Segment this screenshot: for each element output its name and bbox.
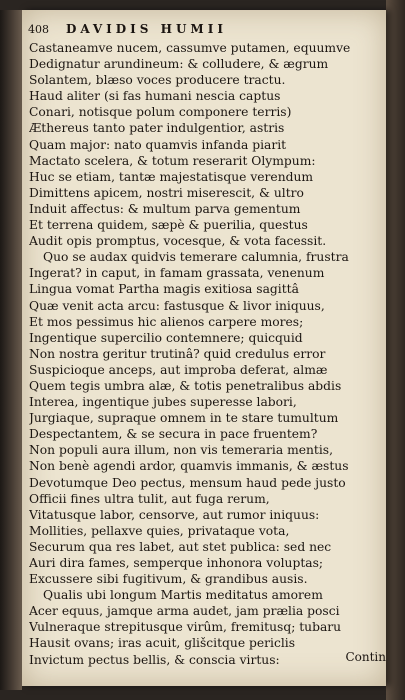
page-edge — [386, 0, 405, 700]
page-number: 408 — [28, 23, 49, 36]
text-line: Huc se etiam, tantæ majestatisque verendum — [29, 169, 314, 184]
text-line: Haud aliter (si fas humani nescia captus — [29, 89, 281, 104]
text-line: Interea, ingentique jubes superesse labori, — [29, 395, 297, 410]
text-line: Solantem, blæso voces producere tractu. — [29, 73, 286, 88]
text-line: Dedignatur arundineum: & colludere, & ægrum — [29, 57, 329, 72]
running-head — [28, 22, 382, 36]
text-line: Et mos pessimus hic alienos carpere mores; — [29, 314, 304, 329]
text-line: Qualis ubi longum Martis meditatus amorem — [43, 588, 323, 603]
text-line: Vulneraque strepitusque virûm, fremitusq; tubaru — [29, 620, 342, 635]
text-line: Audit opis promptus, vocesque, & vota facessit. — [29, 234, 327, 249]
text-line: Quam major: nato quamvis infanda piarit — [29, 137, 287, 152]
text-line: Non nostra geritur trutinâ? quid credulus error — [29, 346, 326, 361]
text-line: Lingua vomat Partha magis exitiosa sagittâ — [29, 282, 299, 297]
book-page — [22, 10, 386, 686]
text-line: Jurgiaque, supraque omnem in te stare tumultum — [29, 411, 339, 426]
text-line: Conari, notisque polum componere terris) — [29, 105, 292, 120]
catchword: Contin — [345, 650, 386, 664]
text-line: Hausit ovans; iras acuit, glišcitque periclis — [29, 636, 296, 651]
text-line: Ingerat? in caput, in famam grassata, venenum — [29, 266, 325, 281]
text-line: Castaneamve nucem, cassumve putamen, equumve — [29, 41, 351, 55]
text-line: Mollities, pellaxve quies, privataque vota, — [29, 523, 290, 538]
text-line: Quo se audax quidvis temerare calumnia, frustra — [43, 250, 349, 265]
text-line: Devotumque Deo pectus, mensum haud pede justo — [29, 475, 346, 490]
text-line: Dimittens apicem, nostri miserescit, & ultro — [29, 185, 304, 200]
text-line: Excussere sibi fugitivum, & grandibus ausis. — [29, 572, 308, 587]
text-line: Non benè agendi ardor, quamvis immanis, & æstus — [29, 459, 349, 474]
text-line: Æthereus tanto pater indulgentior, astris — [29, 121, 285, 136]
text-line: Ingentique supercilio contemnere; quicquid — [29, 330, 303, 345]
text-line: Suspicioque anceps, aut improba deferat, almæ — [29, 362, 328, 377]
book-spine — [0, 10, 22, 690]
text-line: Invictum pectus bellis, & conscia virtus: — [29, 652, 280, 667]
poem-text — [29, 40, 381, 668]
text-line: Non populi aura illum, non vis temeraria mentis, — [29, 443, 334, 458]
running-title: DAVIDIS HUMII — [66, 22, 227, 36]
text-line: Officii fines ultra tulit, aut fuga rerum, — [29, 491, 270, 506]
text-line: Securum qua res labet, aut stet publica: sed nec — [29, 539, 332, 554]
text-line: Despectantem, & se secura in pace fruentem? — [29, 427, 318, 442]
text-line: Quem tegis umbra alæ, & totis penetralibus abdis — [29, 378, 342, 393]
text-line: Induit affectus: & multum parva gementum — [29, 201, 301, 216]
text-line: Quæ venit acta arcu: fastusque & livor iniquus, — [29, 298, 325, 313]
text-line: Vitatusque labor, censorve, aut rumor iniquus: — [29, 507, 320, 522]
text-line: Acer equus, jamque arma audet, jam prælia posci — [29, 604, 340, 619]
text-line: Et terrena quidem, sæpè & puerilia, questus — [29, 218, 308, 233]
text-line: Mactato scelera, & totum reserarit Olympum: — [29, 153, 316, 168]
text-line: Auri dira fames, semperque inhonora voluptas; — [29, 556, 324, 570]
